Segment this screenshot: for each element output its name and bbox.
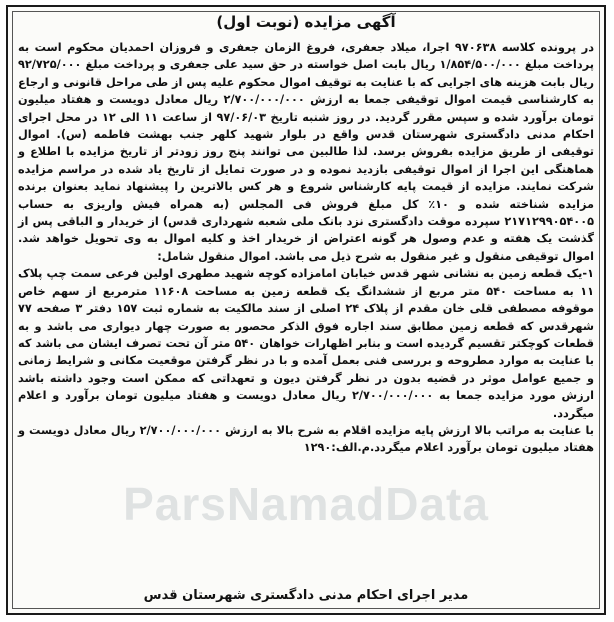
notice-paragraph-closing: با عنایت به مراتب بالا ارزش پایه مزایده اقلام به شرح بالا به ارزش ۲/۷۰۰/۰۰۰/۰۰۰ ریال معادل دویست و هفتاد میلیون تومان برآورد اعلام میگردد.م.الف:۱۲۹۰ — [18, 423, 594, 455]
notice-title: آگهی مزایده (نوبت اول) — [216, 13, 396, 31]
notice-body — [18, 39, 594, 457]
notice-paragraph-item: ۱-یک قطعه زمین به نشانی شهر قدس خیابان امامزاده کوچه شهید مطهری اولین فرعی سمت چپ پلاک ۱۱ به مساحت ۵۴۰ متر مربع از ششدانگ یک قطعه زمین به مساحت ۱۱۶۰۸ مترمربع از سهم خاص موقوفه مصطفی قلی خان مقدم از پلاک ۲۴ اصلی از سند مالکیت به شماره ثبت ۱۵۷ دفتر ۳ صفحه ۷۷ شهرقدس که قطعه زمین مطابق سند اجاره فوق الذکر محصور به صورت چهار دیواری می باشد و به قطعات کوچکتر تقسیم گردیده است و بنابر اظهارات خواهان ۵۴۰ متر آن تحت تصرف ایشان می باشد که با عنایت به موارد مطروحه و بررسی فنی بعمل آمده و با در نظر گرفتن موقعیت مکانی و شرایط زمانی و جمیع عوامل موثر در قضیه بدون در نظر گرفتن دیون و تعهداتی که ممکن است وجود داشته باشد ارزش مورد مزایده جمعا به ۲/۷۰۰/۰۰۰/۰۰۰ ریال معادل دویست و هفتاد میلیون تومان برآورد و اعلام میگردد. — [18, 267, 595, 420]
watermark-text: ParsNamadData — [123, 478, 489, 530]
notice-paragraph-main: در پرونده کلاسه ۹۷۰۶۳۸ اجرا، میلاد جعفری، فروغ الزمان جعفری و فروزان احمدیان محکوم است به پرداخت مبلغ ۱/۸۵۴/۵۰۰/۰۰۰ ریال بابت اصل خواسته در حق سید علی جعفری و پرداخت مبلغ ۹۲/۷۲۵/۰۰۰ ریال بابت هزینه های اجرایی که با عنایت به توقیف اموال محکوم علیه پس از طی مراحل قانونی و ارجاع به کارشناسی قیمت اموال توقیفی جمعا به ارزش ۲/۷۰۰/۰۰۰/۰۰۰ ریال معادل دویست و هفتاد میلیون تومان برآورد شده و سپس مقرر گردید. در روز شنبه تاریخ ۹۷/۰۶/۰۳ از ساعت ۱۱ الی ۱۲ در محل اجرای احکام مدنی دادگستری شهرستان قدس واقع در بلوار شهید کلهر جنب بهشت فاطمه (س). اموال توقیفی از طریق مزایده بفروش برسد. لذا طالبین می توانند پنج روز زودتر از تاریخ مزایده با اطلاع و هماهنگی این اجرا از اموال توقیفی بازدید نموده و در صورت تمایل از تاریخ یاد شده در مراسم مزایده شرکت نمایند. مزایده از قیمت پایه کارشناس شروع و هر کس بالاترین را پیشنهاد نماید بعنوان برنده مزایده شناخته شده و ۱۰٪ کل مبلغ فروش فی المجلس (به همراه فیش واریزی به حساب ۲۱۷۱۲۹۹۰۵۴۰۰۵ سپرده موقت دادگستری نزد بانک ملی شعبه شهرداری قدس) از خریدار و الباقی پس از گذشت یک هفته و عدم وصول هر گونه اعتراض از خریدار اخذ و کلیه اموال به وی تحویل خواهد شد. اموال توقیفی منقول و غیر منقول به شرح ذیل می باشد. اموال منقول شامل: — [18, 41, 595, 263]
notice-frame — [6, 5, 606, 615]
notice-signature: مدیر اجرای احکام مدنی دادگستری شهرستان قدس — [143, 588, 469, 603]
